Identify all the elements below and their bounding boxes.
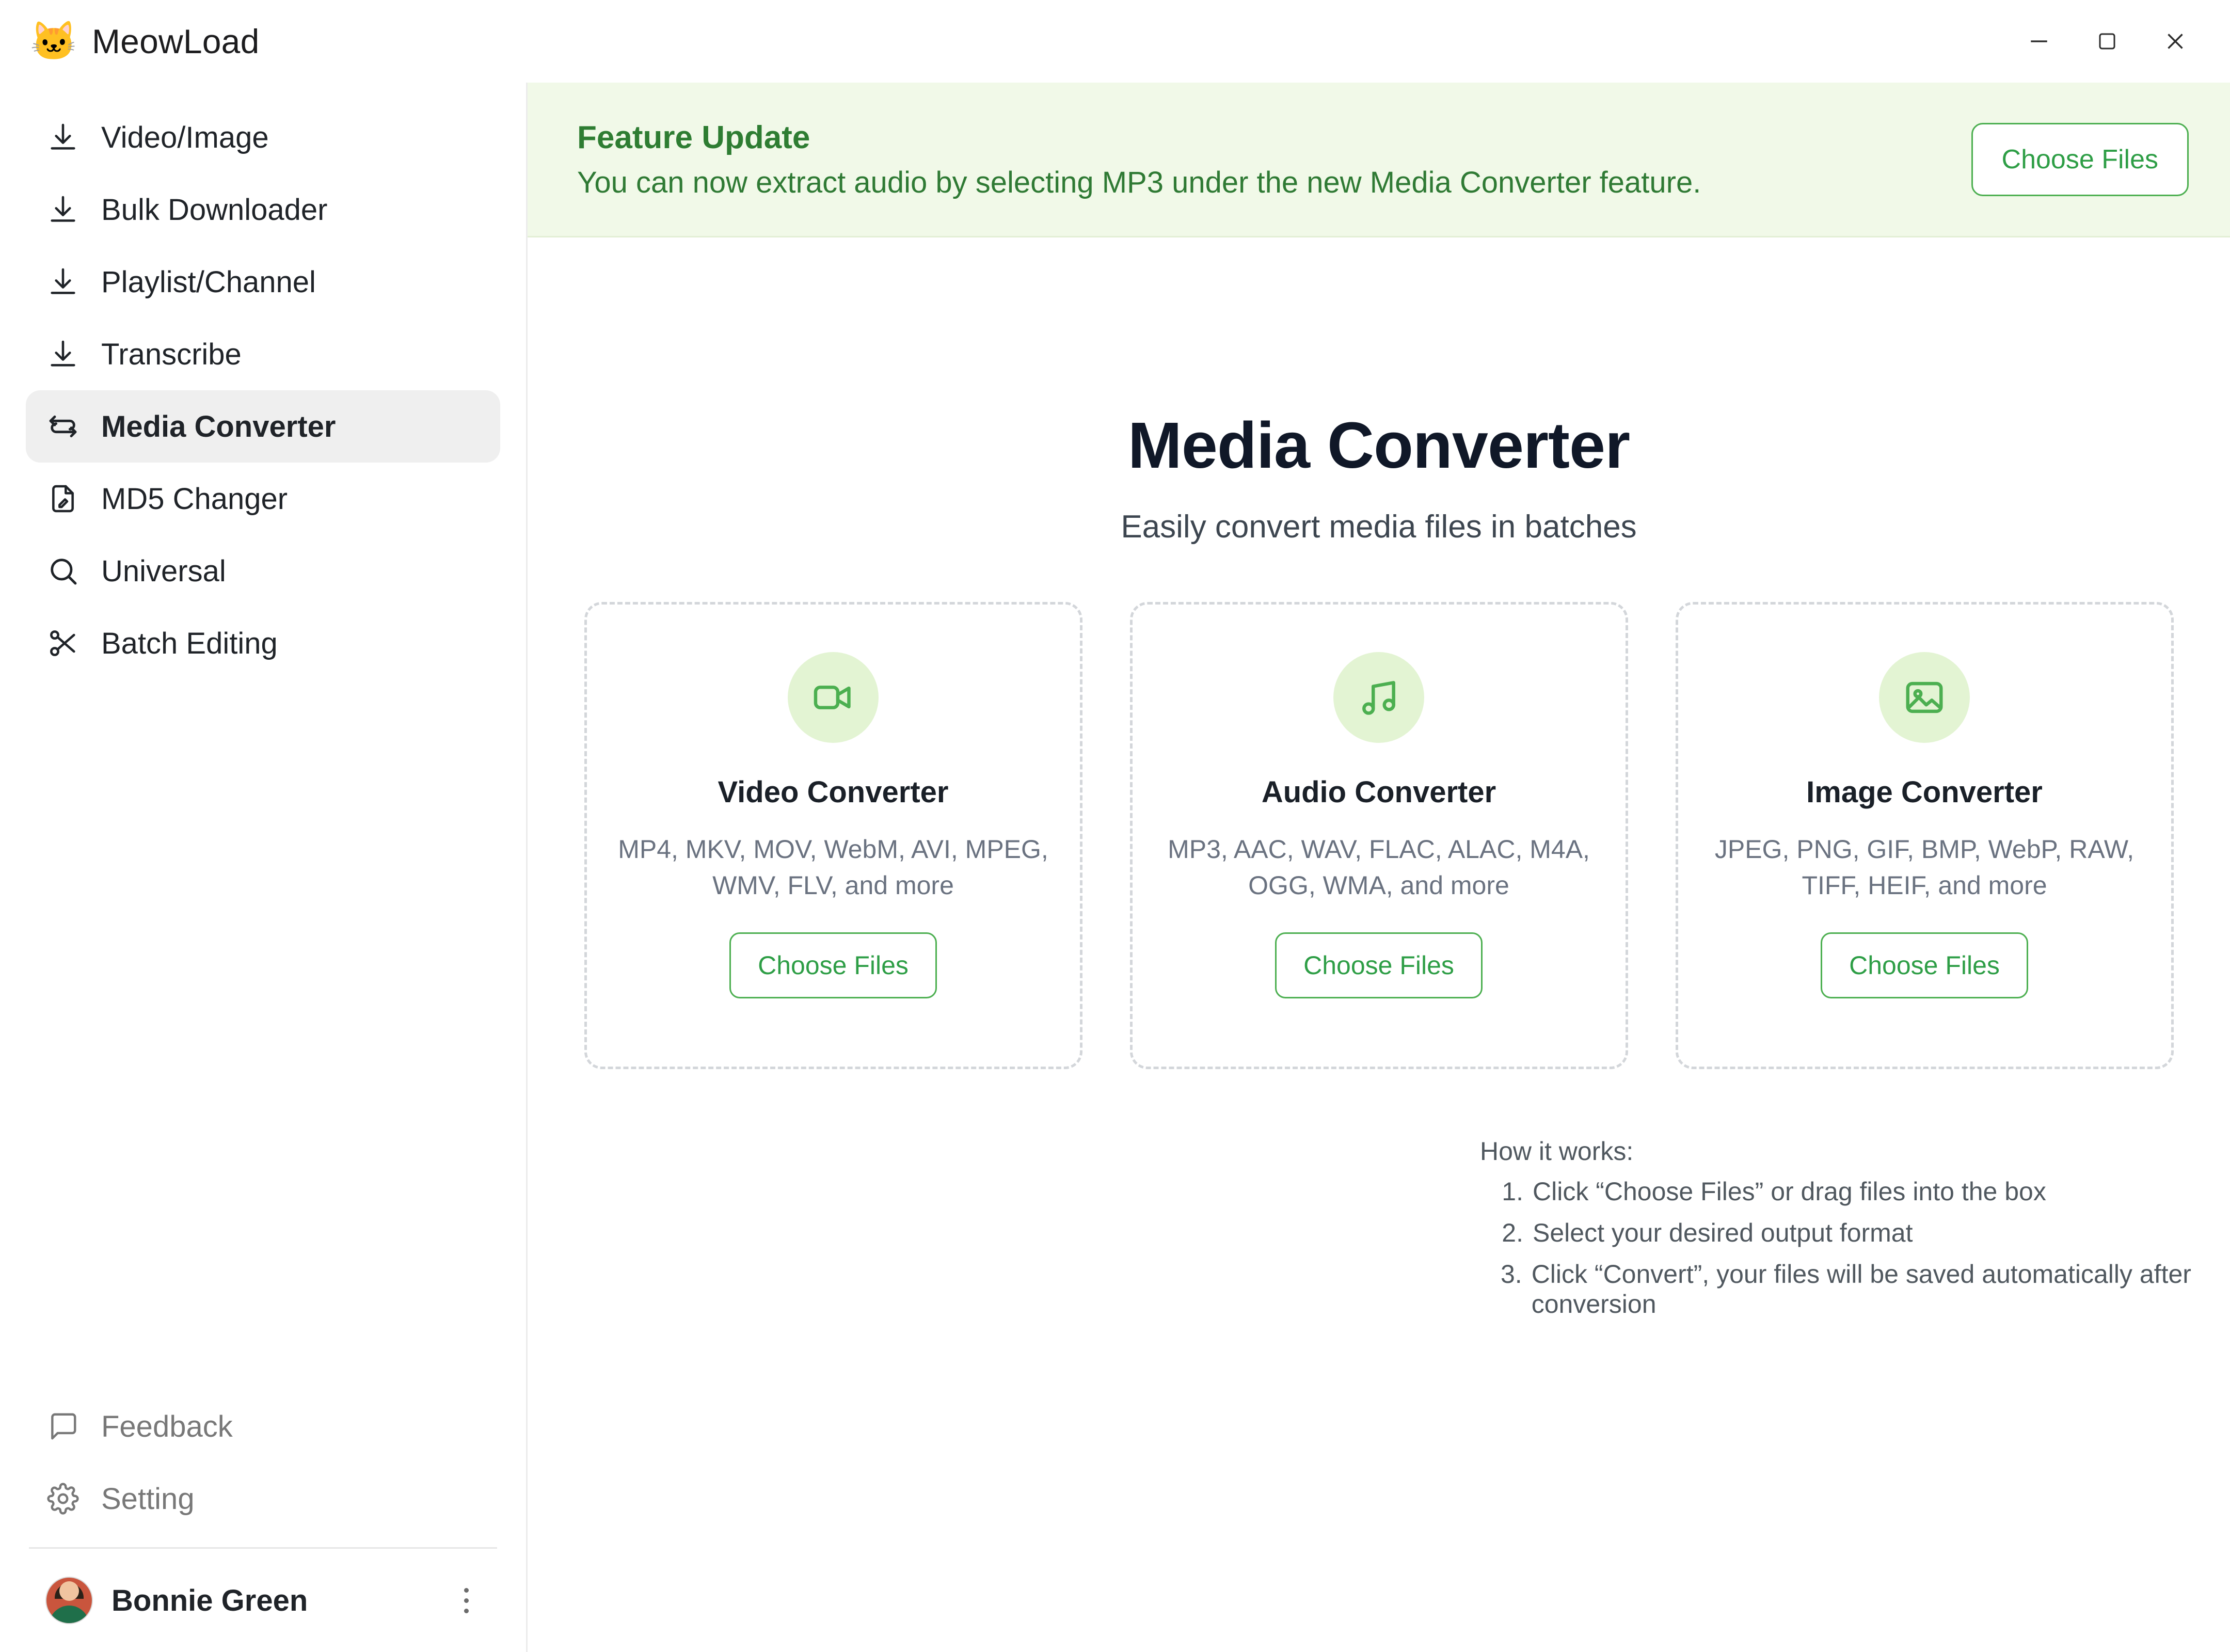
card-description: MP4, MKV, MOV, WebM, AVI, MPEG, WMV, FLV, and more — [618, 835, 1048, 900]
user-profile-row[interactable] — [0, 1549, 526, 1652]
card-title: Image Converter — [1806, 775, 2043, 809]
sidebar-item-label: Transcribe — [101, 337, 242, 371]
file-edit-icon — [45, 481, 81, 516]
banner-text — [577, 119, 1701, 200]
card-image-converter[interactable] — [1676, 602, 2174, 1069]
gear-icon — [45, 1481, 81, 1516]
sidebar-item-feedback[interactable] — [26, 1390, 500, 1463]
sidebar-item-setting[interactable] — [26, 1463, 500, 1535]
video-choose-files-button[interactable]: Choose Files — [729, 932, 937, 998]
step-text: Select your desired output format — [1533, 1218, 1913, 1247]
banner-title: Feature Update — [577, 119, 810, 155]
sidebar-item-label: Universal — [101, 554, 226, 588]
page-subtitle: Easily convert media files in batches — [1121, 509, 1637, 545]
step-text: Click “Convert”, your files will be saved automatically after conversion — [1531, 1260, 2191, 1319]
convert-arrows-icon — [45, 409, 81, 444]
cat-face-icon: 🐱 — [30, 20, 78, 62]
download-icon — [45, 192, 81, 227]
page-title: Media Converter — [1127, 409, 1630, 482]
converter-cards — [584, 602, 2174, 1069]
sidebar-item-video-image[interactable] — [26, 101, 500, 173]
app-title: MeowLoad — [92, 22, 260, 60]
sidebar-bottom-nav — [0, 1390, 526, 1535]
minimize-icon[interactable] — [2005, 10, 2073, 72]
sidebar-item-media-converter[interactable] — [26, 390, 500, 463]
chat-bubble-icon — [45, 1409, 81, 1444]
card-title: Audio Converter — [1261, 775, 1496, 809]
sidebar-item-playlist-channel[interactable] — [26, 246, 500, 318]
sidebar-item-label: Media Converter — [101, 409, 336, 443]
sidebar-item-label: MD5 Changer — [101, 482, 288, 516]
sidebar-item-label: Feedback — [101, 1409, 233, 1443]
how-it-works-heading: How it works: — [1480, 1137, 1634, 1166]
image-choose-files-button[interactable]: Choose Files — [1821, 932, 2028, 998]
sidebar-item-bulk-downloader[interactable] — [26, 173, 500, 246]
sidebar-item-label: Setting — [101, 1482, 195, 1516]
music-note-icon — [1333, 652, 1424, 743]
banner-choose-files-button[interactable]: Choose Files — [1971, 123, 2189, 196]
download-icon — [45, 264, 81, 299]
step-number: 3. — [1501, 1260, 1522, 1289]
download-icon — [45, 120, 81, 155]
app-body — [0, 83, 2230, 1652]
sidebar-item-label: Video/Image — [101, 120, 269, 154]
sidebar — [0, 83, 528, 1652]
more-vertical-icon[interactable] — [452, 1580, 481, 1621]
card-video-converter[interactable] — [584, 602, 1082, 1069]
card-title: Video Converter — [718, 775, 949, 809]
step-text: Click “Choose Files” or drag files into the box — [1533, 1177, 2046, 1206]
sidebar-nav — [0, 101, 526, 679]
sidebar-item-transcribe[interactable] — [26, 318, 500, 390]
download-icon — [45, 337, 81, 372]
main-panel — [528, 83, 2230, 1652]
banner-message: You can now extract audio by selecting MP3 under the new Media Converter feature. — [577, 165, 1701, 199]
search-icon — [45, 553, 81, 589]
how-it-works-step — [1501, 1218, 2230, 1248]
scissors-icon — [45, 626, 81, 661]
sidebar-item-universal[interactable] — [26, 535, 500, 607]
how-it-works-step — [1501, 1259, 2230, 1319]
how-it-works-step — [1501, 1177, 2230, 1206]
user-name: Bonnie Green — [112, 1583, 308, 1617]
how-it-works — [528, 1136, 2230, 1319]
card-description: JPEG, PNG, GIF, BMP, WebP, RAW, TIFF, HEIF, and more — [1714, 835, 2135, 900]
image-icon — [1879, 652, 1970, 743]
step-number: 2. — [1502, 1218, 1523, 1247]
card-audio-converter[interactable] — [1130, 602, 1628, 1069]
sidebar-item-label: Playlist/Channel — [101, 265, 316, 299]
audio-choose-files-button[interactable]: Choose Files — [1275, 932, 1483, 998]
maximize-icon[interactable] — [2073, 10, 2141, 72]
sidebar-item-batch-editing[interactable] — [26, 607, 500, 679]
sidebar-item-label: Bulk Downloader — [101, 193, 328, 227]
converter-content — [528, 237, 2230, 1652]
sidebar-item-label: Batch Editing — [101, 626, 278, 660]
card-description: MP3, AAC, WAV, FLAC, ALAC, M4A, OGG, WMA, and more — [1168, 835, 1590, 900]
how-it-works-steps — [1480, 1177, 2230, 1319]
sidebar-spacer — [0, 679, 526, 1390]
video-camera-icon — [788, 652, 879, 743]
step-number: 1. — [1502, 1177, 1523, 1206]
avatar — [45, 1577, 93, 1624]
sidebar-item-md5-changer[interactable] — [26, 463, 500, 535]
close-icon[interactable] — [2141, 10, 2209, 72]
titlebar — [0, 0, 2230, 83]
feature-update-banner — [528, 83, 2230, 237]
window-controls — [2005, 0, 2230, 83]
